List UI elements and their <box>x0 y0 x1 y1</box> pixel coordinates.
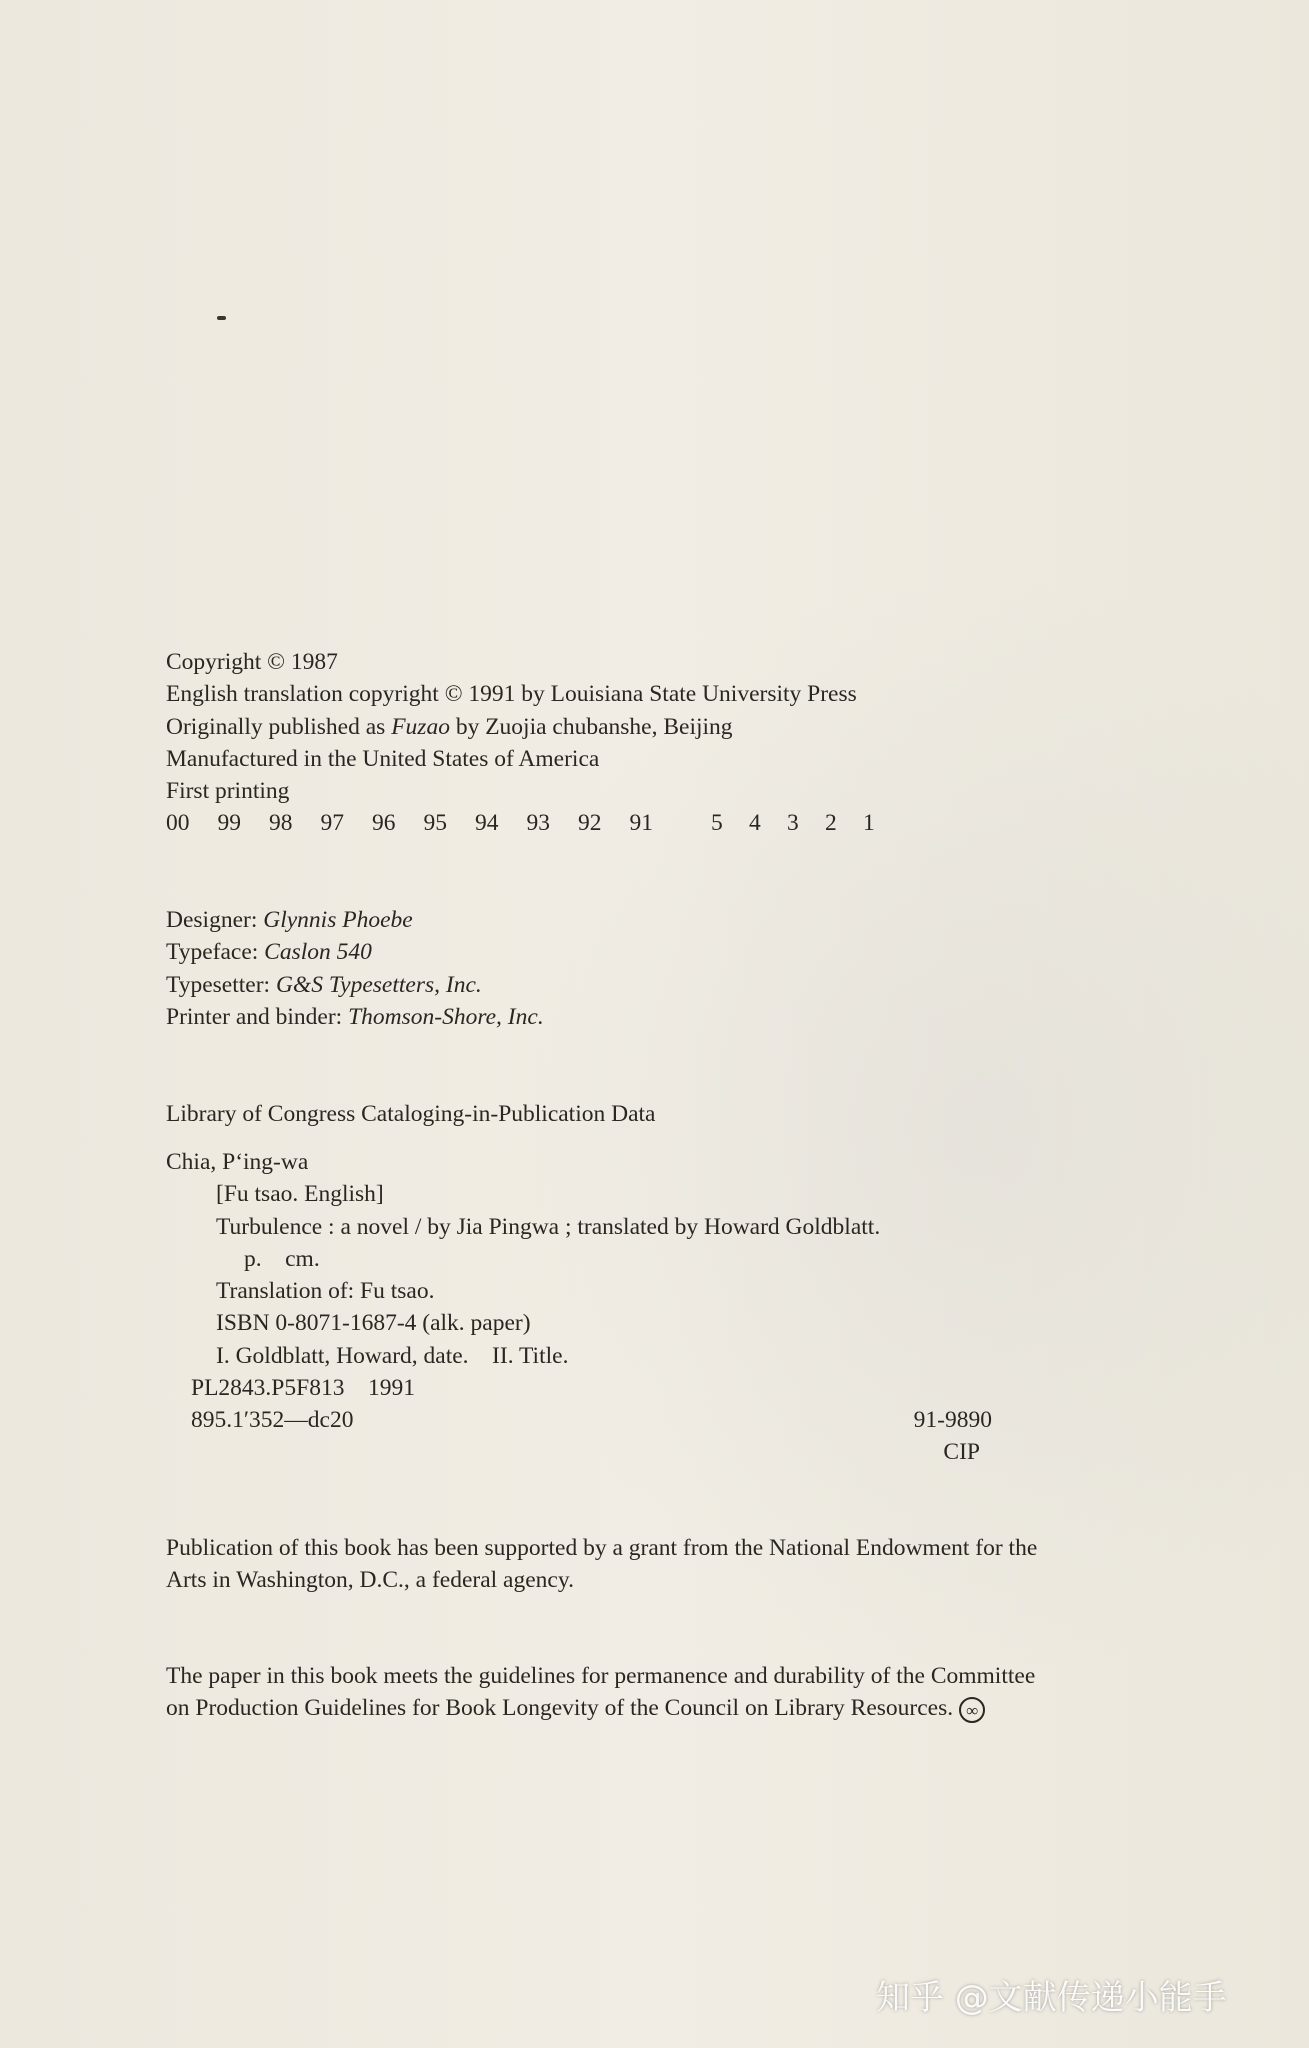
cip-tracings: I. Goldblatt, Howard, date. II. Title. <box>216 1342 569 1369</box>
printing-number: 3 <box>787 810 799 837</box>
paper-note-text: on Production Guidelines for Book Longevity of the Council on Library Resources. <box>166 1695 954 1722</box>
cip-lccn: 91-9890 <box>913 1407 992 1433</box>
typesetter-credit <box>166 969 544 1001</box>
cip-lc-class: PL2843.P5F813 1991 <box>191 1375 415 1402</box>
credit-label: Typesetter: <box>166 971 276 998</box>
printing-numbers-left <box>166 807 681 839</box>
cip-dewey: 895.1′352—dc20 <box>191 1407 354 1434</box>
cip-uniform-title: [Fu tsao. English] <box>216 1181 384 1208</box>
original-suffix: by Zuojia chubanshe, Beijing <box>449 713 733 740</box>
grant-note-line: Publication of this book has been supported by a grant from the National Endowment for the <box>166 1535 1038 1561</box>
copyright-block <box>166 646 901 840</box>
original-title: Fuzao <box>391 713 450 740</box>
original-publication-line <box>166 711 901 743</box>
printing-numbers <box>166 807 901 839</box>
printing-number: 1 <box>863 810 875 837</box>
printing-number: 98 <box>269 810 293 837</box>
cip-heading-block <box>166 1098 655 1130</box>
printing-number: 2 <box>825 810 837 837</box>
cip-right-column <box>886 1404 992 1469</box>
printing-number: 94 <box>475 810 499 837</box>
grant-note-line: Arts in Washington, D.C., a federal agency. <box>166 1567 574 1594</box>
printing-number: 96 <box>372 810 396 837</box>
infinity-permanence-icon: ∞ <box>959 1697 985 1723</box>
original-prefix: Originally published as <box>166 713 392 740</box>
printing-number: 93 <box>526 810 550 837</box>
credit-value: G&S Typesetters, Inc. <box>275 971 482 998</box>
printing-number: 4 <box>749 810 761 837</box>
printing-number: 92 <box>578 810 602 837</box>
cip-heading: Library of Congress Cataloging-in-Publication Data <box>166 1101 656 1127</box>
cip-record <box>166 1146 880 1437</box>
paper-note <box>166 1660 1206 1725</box>
manufactured-line: Manufactured in the United States of America <box>166 745 600 772</box>
cip-physical: p. cm. <box>244 1245 320 1272</box>
credit-label: Designer: <box>166 907 264 933</box>
grant-note <box>166 1532 1206 1597</box>
paper-note-line: The paper in this book meets the guidelines for permanence and durability of the Committee <box>166 1663 1036 1689</box>
printing-number: 97 <box>320 810 344 837</box>
credit-value: Glynnis Phoebe <box>263 907 413 933</box>
credit-value: Thomson-Shore, Inc. <box>348 1003 544 1030</box>
paper-note-line <box>166 1692 1206 1724</box>
translation-copyright-line: English translation copyright © 1991 by Louisiana State University Press <box>166 681 857 708</box>
printing-number: 91 <box>629 810 653 837</box>
printer-credit <box>166 1001 544 1033</box>
printing-line: First printing <box>166 778 290 805</box>
cip-title-line: Turbulence : a novel / by Jia Pingwa ; translated by Howard Goldblatt. <box>216 1213 881 1240</box>
cip-translation-of: Translation of: Fu tsao. <box>216 1278 435 1305</box>
printing-number: 95 <box>423 810 447 837</box>
designer-credit <box>166 904 544 936</box>
cip-label: CIP <box>943 1439 980 1466</box>
printing-numbers-right <box>711 807 901 839</box>
cip-author: Chia, P‘ing-wa <box>166 1149 309 1175</box>
credit-label: Typeface: <box>166 939 265 966</box>
copyright-line: Copyright © 1987 <box>166 649 338 675</box>
credit-value: Caslon 540 <box>264 939 372 966</box>
cip-isbn: ISBN 0-8071-1687-4 (alk. paper) <box>216 1310 531 1337</box>
printing-number: 99 <box>217 810 241 837</box>
printing-number: 5 <box>711 810 723 837</box>
print-speck <box>217 316 226 320</box>
typeface-credit <box>166 936 544 968</box>
site-watermark: 知乎 @文献传递小能手 <box>876 1978 1227 2018</box>
credits-block <box>166 904 544 1033</box>
credit-label: Printer and binder: <box>166 1003 349 1030</box>
printing-number: 00 <box>166 810 190 837</box>
